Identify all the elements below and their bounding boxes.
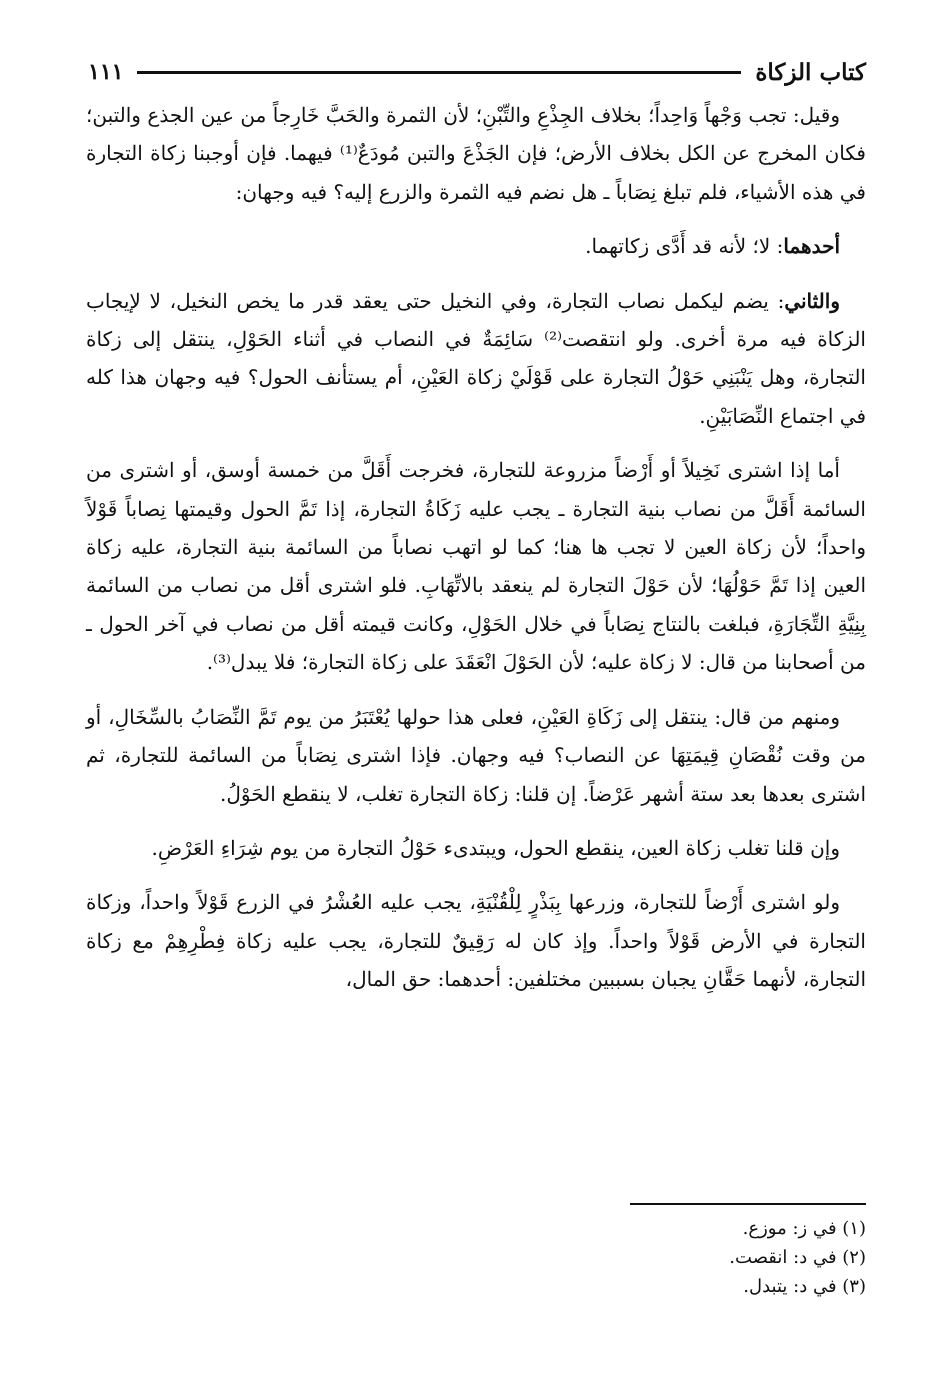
main-text (86, 96, 866, 1015)
page-number: ١١١ (88, 59, 124, 85)
footnote-separator (630, 1203, 866, 1205)
paragraph (86, 829, 866, 867)
footnote: (٣) في د: يتبدل. (743, 1276, 866, 1297)
paragraph (86, 883, 866, 998)
paragraph (86, 282, 866, 436)
footnote: (٢) في د: انقصت. (729, 1247, 866, 1268)
paragraph-lead: والثاني (784, 288, 840, 313)
paragraph-text: : يضم ليكمل نصاب التجارة، وفي النخيل حتى يعقد قدر ما يخص النخيل، لا لإيجاب الزكاة فيه مرة أخرى. ولو انتقصت⁽²⁾ سَائِمَةٌ في النصاب في أثناء الحَوْلِ، ينتقل إلى زكاة التجارة، وهل يَنْبَنِي حَوْلُ التجارة على قَوْلَيْ زكاة العَيْنِ، أم يستأنف الحول؟ فيه وجهان هذا كله في اجتماع النِّصَابَيْنِ. (86, 288, 866, 428)
paragraph-text: وقيل: تجب وَجْهاً وَاحِداً؛ بخلاف الجِذْعِ والتِّبْنِ؛ لأن الثمرة والحَبَّ خَارِجاً من عين الجذع والتبن؛ فكان المخرج عن الكل بخلاف الأرض؛ فإن الجَذْعَ والتبن مُودَعٌ⁽¹⁾ فيهما. فإن أوجبنا زكاة التجارة في هذه الأشياء، فلم تبلغ نِصَاباً ـ هل نضم فيه الثمرة والزرع إليه؟ فيه وجهان: (86, 103, 866, 204)
paragraph-text: أما إذا اشترى نَخِيلاً أو أَرْضاً مزروعة للتجارة، فخرجت أَقَلَّ من خمسة أوسق، أو اشترى من السائمة أَقَلَّ من نصاب بنية التجارة ـ يجب عليه زَكَاةُ التجارة، إذا تَمَّ الحول وقيمتها نِصاباً قَوْلاً واحداً؛ لأن زكاة العين لا تجب ها هنا؛ كما لو اتهب نصاباً من السائمة بنية التجارة، عليه زكاة العين إذا تَمَّ حَوْلُهَا؛ لأن حَوْلَ التجارة لم ينعقد بالاتِّهَابِ. فلو اشترى أقل من نصاب من السائمة بِنِيَّةِ التِّجَارَةِ، فبلغت بالنتاج نِصَاباً في خلال الحَوْلِ، وكانت قيمته أقل من نصاب في آخر الحول ـ من أصحابنا من قال: لا زكاة عليه؛ لأن الحَوْلَ انْعَقَدَ على زكاة التجارة؛ فلا يبدل⁽³⁾. (86, 458, 866, 675)
footnotes (86, 1214, 866, 1301)
paragraph (86, 451, 866, 681)
paragraph-lead: أحدهما (783, 234, 840, 259)
paragraph (86, 698, 866, 813)
paragraph (86, 227, 866, 265)
paragraph-text: : لا؛ لأنه قد أَدَّى زكاتهما. (585, 234, 784, 259)
footnote: (١) في ز: موزع. (742, 1218, 866, 1239)
paragraph (86, 96, 866, 211)
paragraph-text: ولو اشترى أَرْضاً للتجارة، وزرعها بِبَذْرٍ لِلْقُنْيَةِ، يجب عليه العُشْرُ في الزرع قَوْلاً واحداً، وزكاة التجارة في الأرض قَوْلاً واحداً. وإذ كان له رَقِيقٌ للتجارة، يجب عليه زكاة فِطْرِهِمْ مع زكاة التجارة، لأنهما حَقَّانِ يجبان بسببين مختلفين: أحدهما: حق المال، (86, 890, 866, 992)
header-rule (137, 71, 741, 74)
paragraph-text: وإن قلنا تغلب زكاة العين، ينقطع الحول، ويبتدىء حَوْلُ التجارة من يوم شِرَاءِ العَرْضِ. (151, 835, 840, 860)
page-header (88, 52, 866, 92)
running-title: كتاب الزكاة (755, 58, 866, 86)
paragraph-text: ومنهم من قال: ينتقل إلى زَكَاةِ العَيْنِ، فعلى هذا حولها يُعْتَبَرُ من يوم تَمَّ النِّصَابُ بالسِّخَالِ، أو من وقت نُقْصَانِ قِيمَتِهَا عن النصاب؟ فيه وجهان. فإذا اشترى نِصَاباً من السائمة للتجارة، ثم اشترى بعدها بعد ستة أشهر عَرْضاً. إن قلنا: زكاة التجارة تغلب، لا ينقطع الحَوْلُ. (86, 704, 866, 806)
